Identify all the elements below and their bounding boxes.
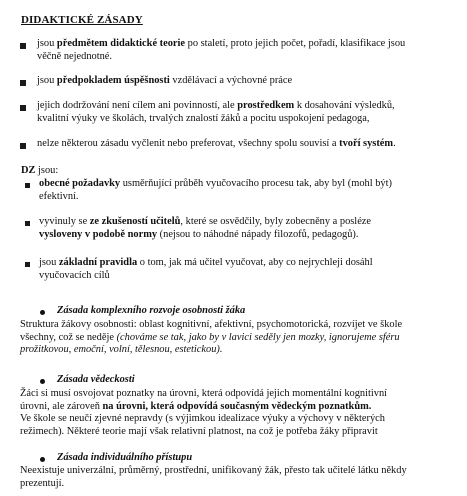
list-item	[39, 257, 447, 282]
bold-text: předpokladem úspěšnosti	[56, 75, 170, 86]
section-paragraph	[20, 465, 448, 490]
text: efektivní.	[39, 190, 79, 202]
text: vyučovacích cílů	[39, 269, 110, 281]
section-paragraph	[20, 319, 448, 357]
text: prezentují.	[20, 477, 65, 489]
text: vzdělávací a výchovné práce	[169, 75, 293, 86]
bold-text: předmětem didaktické teorie	[56, 38, 186, 49]
section-paragraph	[20, 388, 448, 438]
section-heading: Zásada komplexního rozvoje osobnosti žáka	[57, 305, 246, 316]
text: nelze některou zásadu vyčlenit nebo preferovat, všechny spolu souvisí a	[37, 138, 340, 149]
square-bullet-icon	[20, 43, 26, 49]
text: Žáci si musí osvojovat poznatky na úrovni, která odpovídá jejich momentální kognitivní	[20, 388, 388, 399]
dz-label: DZ	[21, 165, 36, 176]
list-item	[39, 178, 447, 203]
dz-rest: jsou:	[35, 165, 59, 176]
round-bullet-icon	[40, 379, 45, 384]
square-bullet-icon	[25, 262, 30, 267]
list-item	[37, 100, 447, 125]
text: vyvinuly se	[39, 216, 90, 227]
section-heading: Zásada vědeckosti	[57, 374, 135, 385]
text: (nejsou to náhodné nápady filozofů, pedagogů).	[157, 228, 359, 240]
round-bullet-icon	[40, 457, 45, 462]
dz-heading	[21, 165, 58, 178]
bold-text: obecné požadavky	[39, 178, 121, 189]
list-item	[37, 75, 447, 88]
italic-text: (chováme se tak, jako by v lavici seděly jen mozky, ignorujeme sféru	[116, 331, 400, 343]
square-bullet-icon	[20, 80, 26, 86]
list-item	[39, 216, 447, 241]
text: kvalitní výuky ve školách, trvalých znalostí žáků a pocitu uspokojení pedagoga,	[37, 112, 370, 124]
text: Ve škole se neučí zjevné nepravdy (s výjimkou idealizace výuky a výchovy v některých	[20, 413, 385, 425]
text: věčně nejednotné.	[37, 50, 113, 62]
square-bullet-icon	[20, 143, 26, 149]
bold-text: prostředkem	[237, 100, 295, 111]
text: jsou	[39, 257, 59, 268]
text: jsou	[37, 75, 57, 86]
bold-text: ze zkušeností učitelů	[89, 216, 181, 227]
italic-text: prožitkovou, emoční, volní, tělesnou, estetickou).	[20, 344, 223, 356]
text: Neexistuje univerzální, průměrný, prostřední, unifikovaný žák, přesto tak učitelé látku někdy	[20, 465, 407, 476]
text: , které se osvědčily, byly zobecněny a posléze	[180, 216, 372, 227]
page-title: DIDAKTICKÉ ZÁSADY	[21, 14, 143, 26]
text: po staletí, proto jejich počet, pořadí, klasifikace jsou	[185, 38, 406, 49]
text: jsou	[37, 38, 57, 49]
bold-text: vysloveny v podobě normy	[39, 228, 158, 240]
text: všechny, což se neděje	[20, 331, 117, 343]
text: režimech). Některé teorie mají však relativní platnost, na což je potřeba žáky připravit	[20, 425, 378, 437]
text: usměrňující průběh vyučovacího procesu tak, aby byl (mohl být)	[120, 178, 392, 189]
list-item	[37, 138, 447, 151]
round-bullet-icon	[40, 310, 45, 315]
text: úrovni, ale zároveň	[20, 400, 103, 412]
text: jejich dodržování není cílem ani povinností, ale	[37, 100, 238, 111]
text: .	[393, 138, 396, 149]
bold-text: tvoří systém	[339, 138, 394, 149]
text: o tom, jak má učitel vyučovat, aby co nejrychleji dosáhl	[137, 257, 373, 268]
square-bullet-icon	[25, 183, 30, 188]
list-item	[37, 38, 447, 63]
section-heading: Zásada individuálního přístupu	[57, 452, 193, 463]
bold-text: na úrovni, která odpovídá současným vědeckým poznatkům.	[102, 400, 372, 412]
square-bullet-icon	[25, 221, 30, 226]
bold-text: základní pravidla	[58, 257, 138, 268]
square-bullet-icon	[20, 105, 26, 111]
text: k dosahování výsledků,	[294, 100, 395, 111]
text: Struktura žákovy osobnosti: oblast kognitivní, afektivní, psychomotorická, rozvíjet ve škole	[20, 319, 403, 330]
